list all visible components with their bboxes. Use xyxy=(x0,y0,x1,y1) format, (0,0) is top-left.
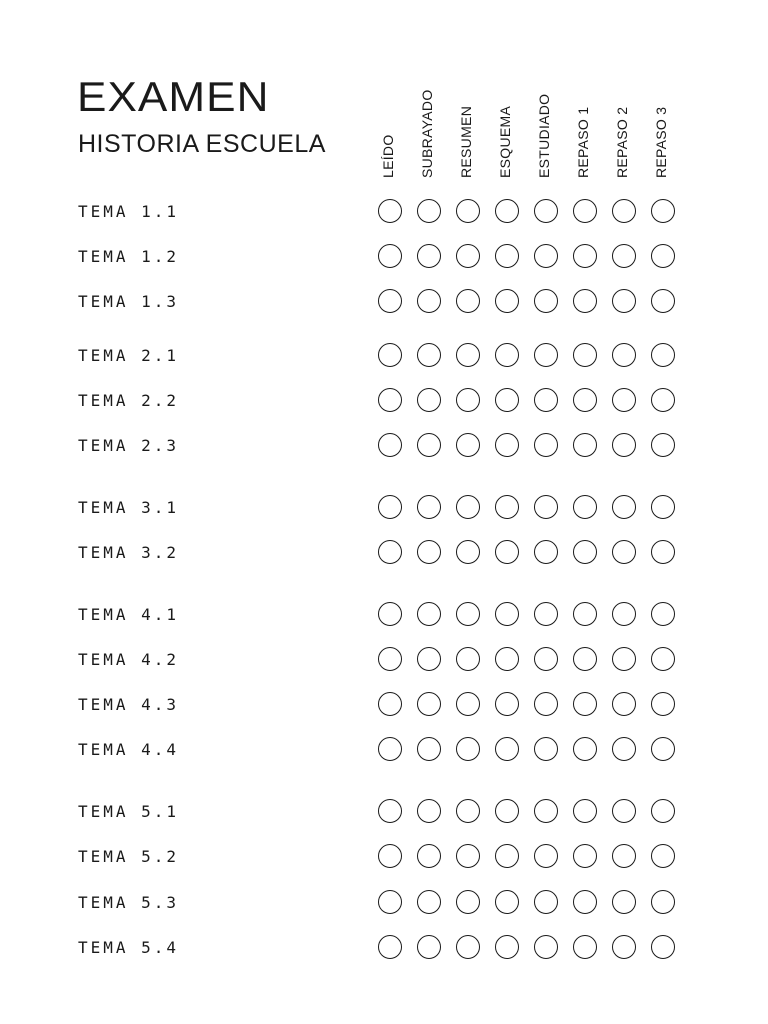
checkbox-circle[interactable] xyxy=(378,890,402,914)
checkbox-circle[interactable] xyxy=(573,935,597,959)
checkbox-circle[interactable] xyxy=(378,388,402,412)
checkbox-circle[interactable] xyxy=(456,289,480,313)
row-label: TEMA 1.3 xyxy=(78,292,180,311)
checkbox-circle[interactable] xyxy=(495,343,519,367)
checkbox-circle[interactable] xyxy=(534,935,558,959)
checkbox-circle[interactable] xyxy=(534,602,558,626)
checkbox-circle[interactable] xyxy=(534,540,558,564)
checkbox-circle[interactable] xyxy=(495,844,519,868)
checkbox-circle[interactable] xyxy=(417,602,441,626)
row-label: TEMA 5.1 xyxy=(78,802,180,821)
checkbox-circle[interactable] xyxy=(573,289,597,313)
checkbox-circle[interactable] xyxy=(651,199,675,223)
row-label: TEMA 3.2 xyxy=(78,543,180,562)
checkbox-circle[interactable] xyxy=(573,433,597,457)
checkbox-circle[interactable] xyxy=(534,799,558,823)
checkbox-circle[interactable] xyxy=(651,388,675,412)
checkbox-circle[interactable] xyxy=(573,890,597,914)
checkbox-circle[interactable] xyxy=(612,844,636,868)
checkbox-circle[interactable] xyxy=(495,199,519,223)
row-label: TEMA 2.1 xyxy=(78,346,180,365)
row-label: TEMA 1.2 xyxy=(78,247,180,266)
checkbox-circle[interactable] xyxy=(495,244,519,268)
row-label: TEMA 5.2 xyxy=(78,847,180,866)
checkbox-circle[interactable] xyxy=(534,244,558,268)
checkbox-circle[interactable] xyxy=(495,737,519,761)
checkbox-circle[interactable] xyxy=(378,289,402,313)
checkbox-circle[interactable] xyxy=(378,737,402,761)
checkbox-circle[interactable] xyxy=(417,692,441,716)
checkbox-circle[interactable] xyxy=(651,289,675,313)
row-label: TEMA 2.3 xyxy=(78,436,180,455)
checkbox-circle[interactable] xyxy=(573,244,597,268)
page-title: EXAMEN xyxy=(77,73,270,120)
checkbox-circle[interactable] xyxy=(573,692,597,716)
checkbox-circle[interactable] xyxy=(456,343,480,367)
checkbox-circle[interactable] xyxy=(378,244,402,268)
checkbox-circle[interactable] xyxy=(651,890,675,914)
checkbox-circle[interactable] xyxy=(573,737,597,761)
checkbox-circle[interactable] xyxy=(612,495,636,519)
checkbox-circle[interactable] xyxy=(651,602,675,626)
checkbox-circle[interactable] xyxy=(417,737,441,761)
checkbox-circle[interactable] xyxy=(534,692,558,716)
checkbox-circle[interactable] xyxy=(612,433,636,457)
checkbox-circle[interactable] xyxy=(612,647,636,671)
column-header-label: RESUMEN xyxy=(458,105,474,178)
checkbox-circle[interactable] xyxy=(417,388,441,412)
checkbox-circle[interactable] xyxy=(378,433,402,457)
checkbox-circle[interactable] xyxy=(573,343,597,367)
checkbox-circle[interactable] xyxy=(495,289,519,313)
checkbox-circle[interactable] xyxy=(456,692,480,716)
checkbox-circle[interactable] xyxy=(417,844,441,868)
column-header-label: ESQUEMA xyxy=(497,105,513,178)
checkbox-circle[interactable] xyxy=(378,343,402,367)
checkbox-circle[interactable] xyxy=(378,935,402,959)
row-label: TEMA 1.1 xyxy=(78,202,180,221)
checkbox-circle[interactable] xyxy=(417,935,441,959)
checkbox-circle[interactable] xyxy=(495,540,519,564)
checkbox-circle[interactable] xyxy=(651,935,675,959)
row-label: TEMA 4.4 xyxy=(78,740,180,759)
checkbox-circle[interactable] xyxy=(651,495,675,519)
checkbox-circle[interactable] xyxy=(612,343,636,367)
checkbox-circle[interactable] xyxy=(612,540,636,564)
checkbox-circle[interactable] xyxy=(612,602,636,626)
checkbox-circle[interactable] xyxy=(612,289,636,313)
checkbox-circle[interactable] xyxy=(612,737,636,761)
checkbox-circle[interactable] xyxy=(495,388,519,412)
checkbox-circle[interactable] xyxy=(534,495,558,519)
checkbox-circle[interactable] xyxy=(534,199,558,223)
column-header-label: LEÍDO xyxy=(380,134,396,178)
checkbox-circle[interactable] xyxy=(534,343,558,367)
checkbox-circle[interactable] xyxy=(456,244,480,268)
page-subtitle: HISTORIA ESCUELA xyxy=(78,130,326,158)
checkbox-circle[interactable] xyxy=(456,799,480,823)
column-header-label: REPASO 2 xyxy=(614,106,630,178)
checkbox-circle[interactable] xyxy=(456,199,480,223)
checkbox-circle[interactable] xyxy=(651,433,675,457)
checkbox-circle[interactable] xyxy=(612,199,636,223)
checkbox-circle[interactable] xyxy=(378,495,402,519)
checkbox-circle[interactable] xyxy=(612,890,636,914)
checkbox-circle[interactable] xyxy=(495,799,519,823)
checkbox-circle[interactable] xyxy=(417,799,441,823)
checkbox-circle[interactable] xyxy=(651,647,675,671)
checkbox-circle[interactable] xyxy=(495,692,519,716)
checkbox-circle[interactable] xyxy=(534,844,558,868)
checkbox-circle[interactable] xyxy=(651,737,675,761)
checkbox-circle[interactable] xyxy=(534,289,558,313)
checkbox-circle[interactable] xyxy=(378,540,402,564)
column-header-label: ESTUDIADO xyxy=(536,93,552,178)
checkbox-circle[interactable] xyxy=(495,647,519,671)
checkbox-circle[interactable] xyxy=(651,844,675,868)
checkbox-circle[interactable] xyxy=(612,388,636,412)
checkbox-circle[interactable] xyxy=(456,388,480,412)
row-label: TEMA 4.2 xyxy=(78,650,180,669)
checkbox-circle[interactable] xyxy=(612,799,636,823)
checkbox-circle[interactable] xyxy=(456,602,480,626)
checkbox-circle[interactable] xyxy=(612,692,636,716)
checkbox-circle[interactable] xyxy=(534,647,558,671)
checkbox-circle[interactable] xyxy=(573,602,597,626)
checkbox-circle[interactable] xyxy=(651,799,675,823)
checkbox-circle[interactable] xyxy=(573,540,597,564)
row-label: TEMA 3.1 xyxy=(78,498,180,517)
checkbox-circle[interactable] xyxy=(612,244,636,268)
checkbox-circle[interactable] xyxy=(378,692,402,716)
checkbox-circle[interactable] xyxy=(495,935,519,959)
row-label: TEMA 4.1 xyxy=(78,605,180,624)
row-label: TEMA 4.3 xyxy=(78,695,180,714)
checkbox-circle[interactable] xyxy=(417,289,441,313)
checkbox-circle[interactable] xyxy=(417,343,441,367)
checkbox-circle[interactable] xyxy=(378,199,402,223)
checkbox-circle[interactable] xyxy=(378,647,402,671)
checkbox-circle[interactable] xyxy=(456,935,480,959)
checkbox-circle[interactable] xyxy=(651,692,675,716)
checkbox-circle[interactable] xyxy=(573,844,597,868)
checkbox-circle[interactable] xyxy=(495,890,519,914)
checkbox-circle[interactable] xyxy=(456,737,480,761)
column-header-label: SUBRAYADO xyxy=(419,89,435,178)
checkbox-circle[interactable] xyxy=(378,799,402,823)
checkbox-circle[interactable] xyxy=(378,602,402,626)
checkbox-circle[interactable] xyxy=(456,844,480,868)
checkbox-circle[interactable] xyxy=(612,935,636,959)
checkbox-circle[interactable] xyxy=(534,388,558,412)
checkbox-circle[interactable] xyxy=(651,343,675,367)
checkbox-circle[interactable] xyxy=(495,602,519,626)
checkbox-circle[interactable] xyxy=(456,433,480,457)
checkbox-circle[interactable] xyxy=(573,647,597,671)
checkbox-circle[interactable] xyxy=(573,199,597,223)
checkbox-circle[interactable] xyxy=(456,495,480,519)
checkbox-circle[interactable] xyxy=(417,540,441,564)
checkbox-circle[interactable] xyxy=(417,647,441,671)
row-label: TEMA 5.4 xyxy=(78,938,180,957)
checkbox-circle[interactable] xyxy=(417,890,441,914)
checkbox-circle[interactable] xyxy=(456,890,480,914)
checkbox-circle[interactable] xyxy=(573,388,597,412)
checkbox-circle[interactable] xyxy=(456,647,480,671)
checkbox-circle[interactable] xyxy=(534,737,558,761)
column-header-label: REPASO 3 xyxy=(653,106,669,178)
checkbox-circle[interactable] xyxy=(534,890,558,914)
checkbox-circle[interactable] xyxy=(573,799,597,823)
checkbox-circle[interactable] xyxy=(495,495,519,519)
checkbox-circle[interactable] xyxy=(651,540,675,564)
checkbox-circle[interactable] xyxy=(417,495,441,519)
checkbox-circle[interactable] xyxy=(378,844,402,868)
column-header-label: REPASO 1 xyxy=(575,106,591,178)
checkbox-circle[interactable] xyxy=(573,495,597,519)
checkbox-circle[interactable] xyxy=(417,199,441,223)
row-label: TEMA 2.2 xyxy=(78,391,180,410)
row-label: TEMA 5.3 xyxy=(78,893,180,912)
checkbox-circle[interactable] xyxy=(417,433,441,457)
checkbox-circle[interactable] xyxy=(651,244,675,268)
checkbox-circle[interactable] xyxy=(534,433,558,457)
checkbox-circle[interactable] xyxy=(417,244,441,268)
checkbox-circle[interactable] xyxy=(456,540,480,564)
checkbox-circle[interactable] xyxy=(495,433,519,457)
